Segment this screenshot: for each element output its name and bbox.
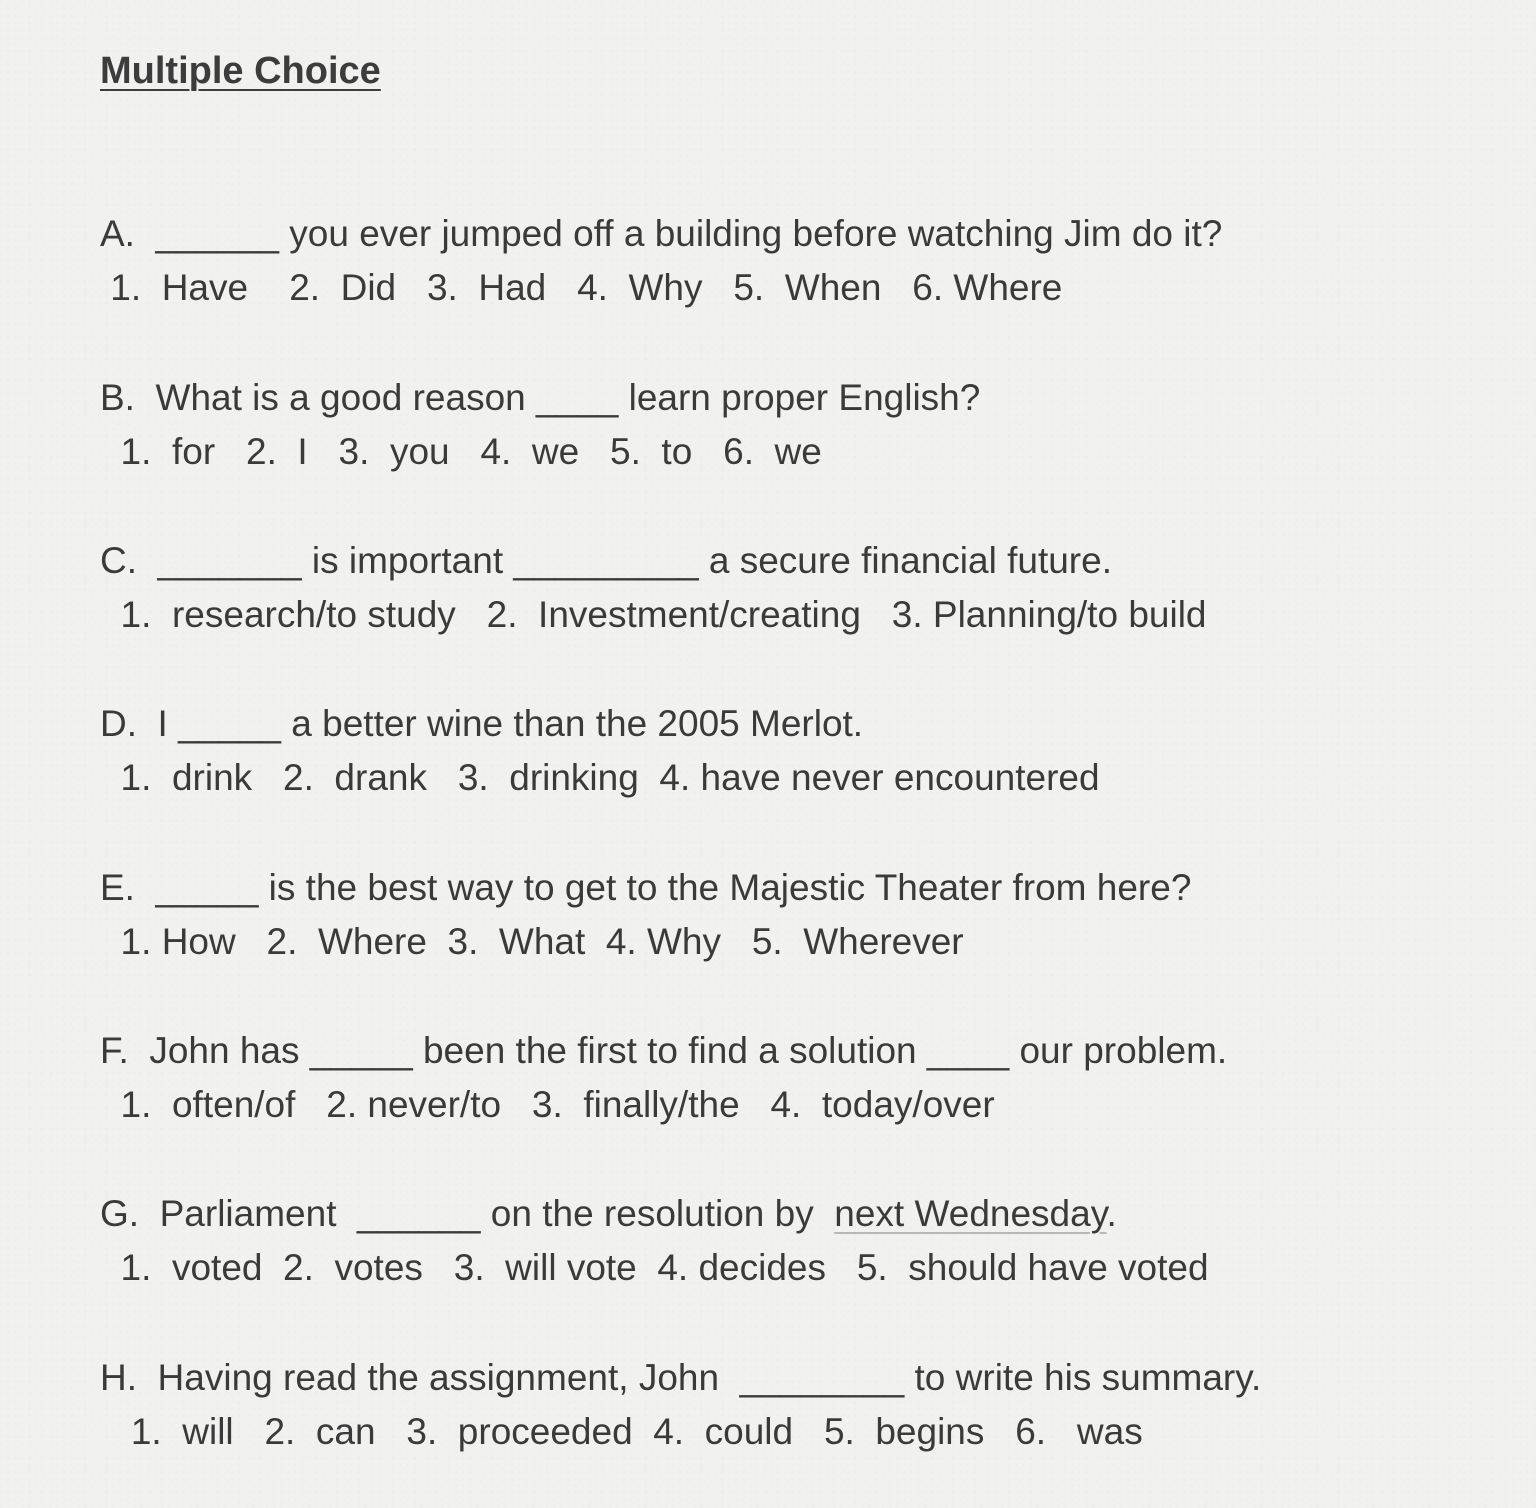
question-options: 1. drink 2. drank 3. drinking 4. have never encountered — [100, 757, 1100, 798]
question-options: 1. often/of 2. never/to 3. finally/the 4. today/over — [100, 1084, 995, 1125]
question-text-underlined: next Wednesday — [834, 1193, 1107, 1234]
question-text — [100, 1192, 1500, 1236]
question-options: 1. How 2. Where 3. What 4. Why 5. Wherever — [100, 921, 964, 962]
question-options: 1. will 2. can 3. proceeded 4. could 5. begins 6. was — [100, 1411, 1143, 1452]
question-options: 1. voted 2. votes 3. will vote 4. decides 5. should have voted — [100, 1247, 1209, 1288]
question-text: A. ______ you ever jumped off a building before watching Jim do it? — [100, 213, 1223, 254]
question-g — [100, 1192, 1500, 1290]
question-options: 1. for 2. I 3. you 4. we 5. to 6. we — [100, 431, 822, 472]
question-h — [100, 1356, 1500, 1454]
question-options: 1. research/to study 2. Investment/creating 3. Planning/to build — [100, 594, 1207, 635]
question-a — [100, 212, 1500, 310]
question-text: D. I _____ a better wine than the 2005 Merlot. — [100, 703, 864, 744]
question-text: E. _____ is the best way to get to the Majestic Theater from here? — [100, 867, 1192, 908]
question-text-after: . — [1106, 1193, 1117, 1234]
question-e — [100, 866, 1500, 964]
question-d — [100, 702, 1500, 800]
question-text: H. Having read the assignment, John ________ to write his summary. — [100, 1357, 1262, 1398]
question-text-before: G. Parliament ______ on the resolution by — [100, 1193, 835, 1234]
question-b — [100, 376, 1500, 474]
question-text: F. John has _____ been the first to find a solution ____ our problem. — [100, 1030, 1228, 1071]
question-text: B. What is a good reason ____ learn proper English? — [100, 377, 981, 418]
question-c — [100, 539, 1500, 637]
question-options: 1. Have 2. Did 3. Had 4. Why 5. When 6. Where — [100, 267, 1063, 308]
question-text: C. _______ is important _________ a secure financial future. — [100, 540, 1112, 581]
page-title: Multiple Choice — [100, 50, 381, 92]
question-f — [100, 1029, 1500, 1127]
